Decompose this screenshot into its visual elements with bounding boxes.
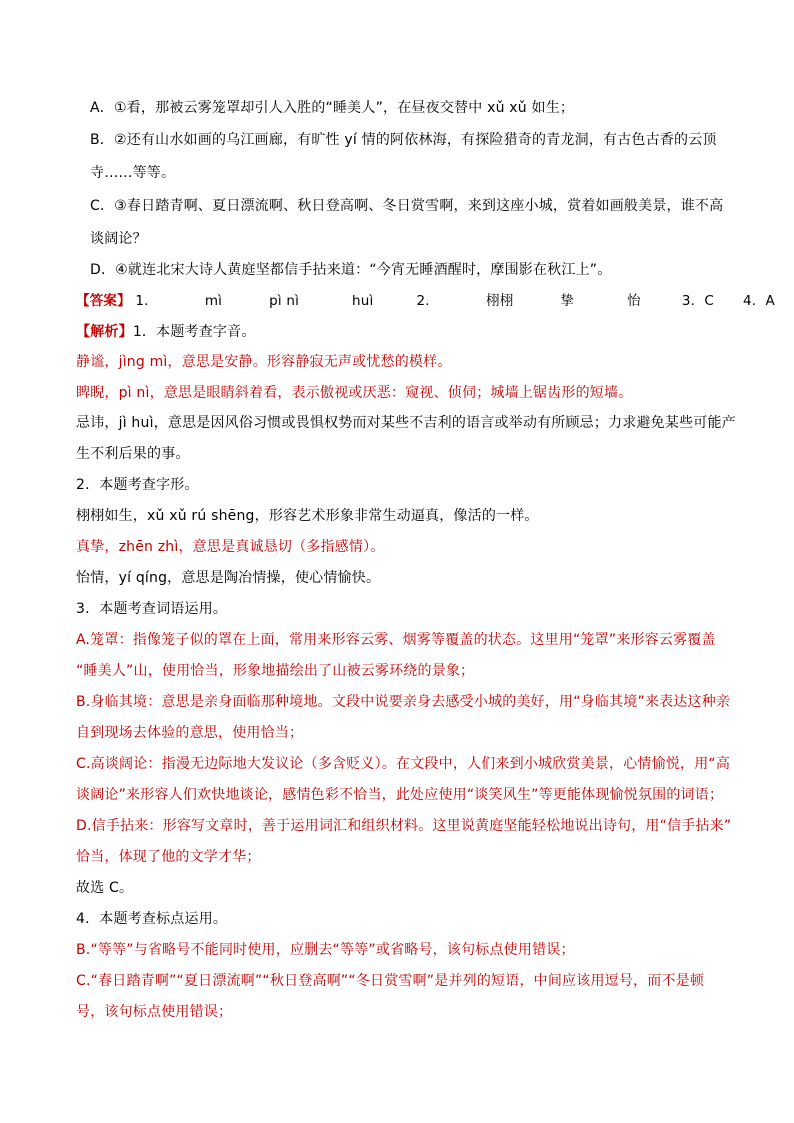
- analysis-xinshou-line-1: D.信手拈来：形容写文章时，善于运用词汇和组织材料。这里说黄庭坚能轻松地说出诗句，用“信手拈来”: [76, 818, 732, 834]
- answer-row: [76, 291, 775, 311]
- option-b-line-1: B．②还有山水如画的乌江画廊，有旷性 yí 情的阿依林海，有探险猎奇的青龙洞，有古色古香的云顶: [90, 132, 717, 148]
- answer-q1-num: 1．: [135, 293, 158, 309]
- analysis-shenlin-line-2: 自到现场去体验的意思，使用恰当；: [76, 725, 304, 741]
- analysis-q1-title: 1．本题考查字音。: [132, 324, 256, 340]
- analysis-gaotan-line-2: 谈阔论”来形容人们欢快地谈论，感情色彩不恰当，此处应使用“谈笑风生”等更能体现愉悦氛围的词语；: [76, 787, 724, 803]
- analysis-longzhao-line-2: “睡美人”山，使用恰当，形象地描绘出了山被云雾环绕的景象；: [76, 663, 475, 679]
- analysis-punct-b: B.“等等”与省略号不能同时使用，应删去“等等”或省略号，该句标点使用错误；: [76, 942, 575, 958]
- answer-q2-c: 怡: [627, 293, 641, 309]
- analysis-q3-choose: 故选 C。: [76, 880, 134, 896]
- analysis-label: 【解析】: [76, 324, 133, 340]
- answer-q2-a: 栩栩: [486, 293, 514, 309]
- answer-q1-c: huì: [352, 293, 374, 309]
- analysis-jingmi: 静谧，jìng mì，意思是安静。形容静寂无声或忧愁的模样。: [76, 354, 452, 370]
- answer-q2-num: 2．: [416, 293, 440, 309]
- option-d: D．④就连北宋大诗人黄庭坚都信手拈来道：“今宵无睡酒醒时，摩围影在秋江上”。: [90, 262, 612, 278]
- option-c-line-2: 谈阔论？: [90, 231, 147, 247]
- analysis-xuxu: 栩栩如生，xǔ xǔ rú shēng，形容艺术形象非常生动逼真，像活的一样。: [76, 508, 539, 524]
- option-c-line-1: C．③春日踏青啊、夏日漂流啊、秋日登高啊、冬日赏雪啊，来到这座小城，赏着如画般美景，谁不高: [90, 198, 724, 214]
- analysis-punct-c-line-2: 号，该句标点使用错误；: [76, 1004, 233, 1020]
- option-b-line-2: 寺……等等。: [90, 165, 176, 181]
- answer-q2-b: 挚: [560, 293, 575, 309]
- analysis-q3-title: 3．本题考查词语运用。: [76, 601, 228, 617]
- analysis-q4-title: 4．本题考查标点运用。: [76, 911, 228, 927]
- analysis-xinshou-line-2: 恰当，体现了他的文学才华；: [76, 849, 261, 865]
- analysis-yiqing: 怡情，yí qíng，意思是陶冶情操，使心情愉快。: [76, 570, 381, 586]
- analysis-jihui-line-1: 忌讳，jì huì，意思是因风俗习惯或畏惧权势而对某些不吉利的语言或举动有所顾忌；力求避免某些可能产: [76, 415, 736, 431]
- analysis-jihui-line-2: 生不利后果的事。: [76, 446, 190, 462]
- analysis-q2-title: 2．本题考查字形。: [76, 477, 199, 493]
- analysis-gaotan-line-1: C.高谈阔论：指漫无边际地大发议论（多含贬义）。在文段中，人们来到小城欣赏美景，心情愉悦，用“高: [76, 756, 731, 772]
- analysis-punct-c-line-1: C.“春日踏青啊”“夏日漂流啊”“秋日登高啊”“冬日赏雪啊”是并列的短语，中间应该用逗号，而不是顿: [76, 973, 705, 989]
- answer-q1-a: mì: [204, 293, 223, 309]
- answer-label: 【答案】: [76, 293, 131, 309]
- analysis-pini: 睥睨，pì nì，意思是眼睛斜着看，表示傲视或厌恶：窥视、侦伺；城墙上锯齿形的短墙。: [76, 385, 633, 401]
- analysis-longzhao-line-1: A.笼罩：指像笼子似的罩在上面，常用来形容云雾、烟雾等覆盖的状态。这里用“笼罩”来形容云雾覆盖: [76, 632, 716, 648]
- option-a: A．①看，那被云雾笼罩却引人入胜的“睡美人”，在昼夜交替中 xǔ xǔ 如生；: [90, 100, 575, 116]
- answer-q4: 4．A: [742, 293, 775, 309]
- answer-q1-b: pì nì: [269, 293, 300, 309]
- answer-q3: 3．C: [681, 293, 714, 309]
- analysis-header: [76, 322, 256, 342]
- analysis-shenlin-line-1: B.身临其境：意思是亲身面临那种境地。文段中说要亲身去感受小城的美好，用“身临其境”来表达这种亲: [76, 694, 731, 710]
- analysis-zhenzhi: 真挚，zhēn zhì，意思是真诚恳切（多指感情）。: [76, 539, 385, 555]
